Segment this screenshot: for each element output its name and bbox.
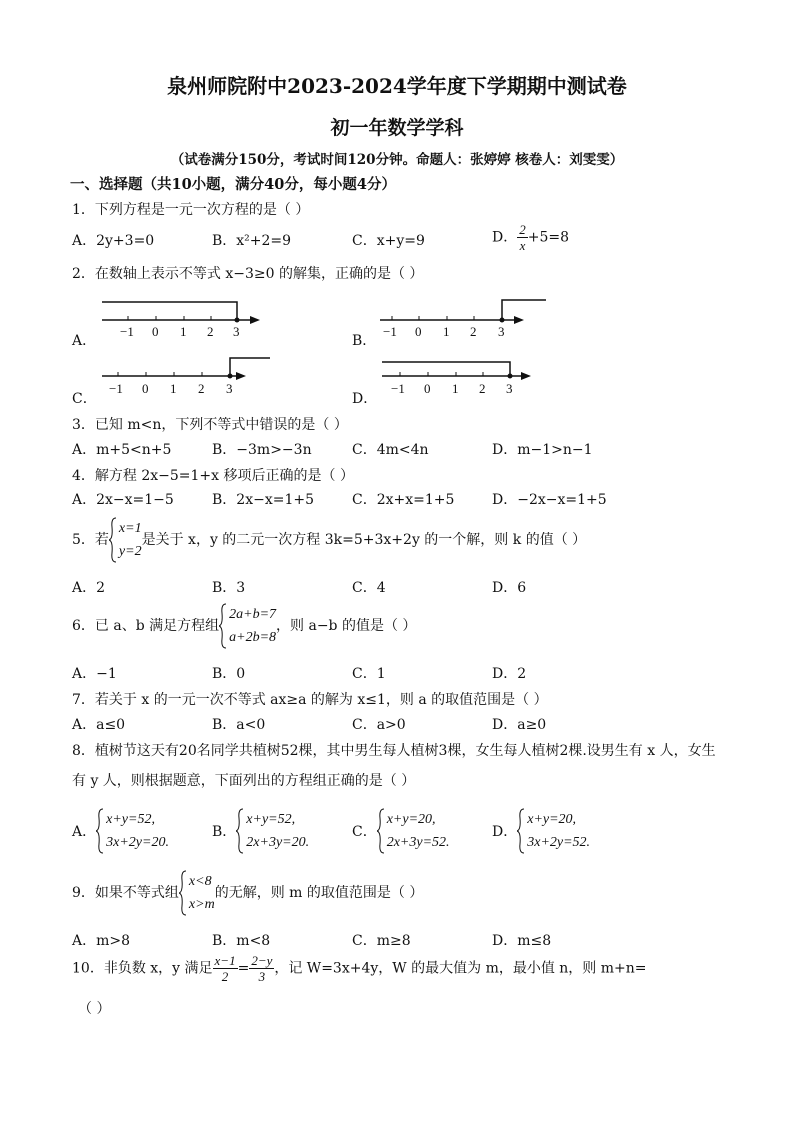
q7-option-b: B．a<0 bbox=[212, 717, 266, 733]
q2-option-b: B． bbox=[352, 333, 377, 349]
solution-bracket bbox=[502, 300, 546, 320]
q6-stem: 6．已 a、b 满足方程组 2a+b=7 a+2b=8 ，则 a−b 的值是（ ） bbox=[72, 603, 416, 649]
tick-label: 3 bbox=[226, 381, 233, 396]
q7-option-d: D．a≥0 bbox=[492, 717, 547, 733]
tick-label: −1 bbox=[391, 381, 405, 396]
q8-option-a: A． x+y=52, 3x+2y=20. bbox=[72, 808, 169, 854]
q4-option-b: B．2x−x=1+5 bbox=[212, 492, 314, 508]
equation-system: x=1 y=2 bbox=[109, 517, 142, 563]
tick-label: 2 bbox=[470, 324, 477, 339]
q8-stem-line1: 8．植树节这天有20名同学共植树52棵，其中男生每人植树3棵，女生每人植树2棵.设男生有 x 人，女生 bbox=[72, 743, 716, 759]
tick-label: −1 bbox=[120, 324, 134, 339]
axis-arrow bbox=[521, 372, 531, 380]
q6-option-b: B．0 bbox=[212, 666, 246, 682]
q5-stem: 5．若 x=1 y=2 是关于 x，y 的二元一次方程 3k=5+3x+2y 的一个解，则 k 的值（ ） bbox=[72, 517, 586, 563]
axis-arrow bbox=[514, 316, 524, 324]
tick-label: −1 bbox=[109, 381, 123, 396]
tick-label: 2 bbox=[198, 381, 205, 396]
tick-label: −1 bbox=[383, 324, 397, 339]
q5-option-a: A．2 bbox=[72, 580, 106, 596]
number-line-d bbox=[380, 352, 550, 402]
tick-label: 3 bbox=[498, 324, 505, 339]
q3-stem: 3．已知 m<n，下列不等式中错误的是（ ） bbox=[72, 417, 348, 433]
solution-bracket bbox=[382, 362, 510, 376]
q8-option-d: D． x+y=20, 3x+2y=52. bbox=[492, 808, 590, 854]
q5-option-c: C．4 bbox=[352, 580, 386, 596]
axis-arrow bbox=[236, 372, 246, 380]
tick-label: 3 bbox=[233, 324, 240, 339]
exam-subtitle: 初一年数学学科 bbox=[330, 117, 464, 139]
q4-stem: 4．解方程 2x−5=1+x 移项后正确的是（ ） bbox=[72, 468, 354, 484]
tick-label: 0 bbox=[415, 324, 422, 339]
tick-label: 0 bbox=[152, 324, 159, 339]
tick-label: 0 bbox=[142, 381, 149, 396]
q3-option-b: B．−3m>−3n bbox=[212, 442, 312, 458]
exam-note: （试卷满分150分，考试时间120分钟。命题人：张婷婷 核卷人：刘雯雯） bbox=[170, 152, 624, 168]
q9-option-b: B．m<8 bbox=[212, 933, 271, 949]
q1-option-b: B．x²+2=9 bbox=[212, 233, 292, 249]
q2-option-c: C． bbox=[72, 391, 97, 407]
q4-option-c: C．2x+x=1+5 bbox=[352, 492, 455, 508]
q9-option-a: A．m>8 bbox=[72, 933, 131, 949]
q1-option-a: A．2y+3=0 bbox=[72, 233, 155, 249]
q6-option-d: D．2 bbox=[492, 666, 527, 682]
q10-answer-blank: （ ） bbox=[78, 1001, 111, 1017]
number-line-b bbox=[378, 292, 548, 342]
q8-stem-line2: 有 y 人，则根据题意，下面列出的方程组正确的是（ ） bbox=[72, 773, 416, 789]
axis-arrow bbox=[250, 316, 260, 324]
q6-option-c: C．1 bbox=[352, 666, 386, 682]
section-heading: 一、选择题（共10小题，满分40分，每小题4分） bbox=[70, 176, 396, 193]
q9-option-c: C．m≥8 bbox=[352, 933, 411, 949]
q1-option-c: C．x+y=9 bbox=[352, 233, 425, 249]
q4-option-a: A．2x−x=1−5 bbox=[72, 492, 174, 508]
number-line-c bbox=[100, 352, 270, 402]
q2-option-d: D． bbox=[352, 391, 378, 407]
q5-option-b: B．3 bbox=[212, 580, 246, 596]
q4-option-d: D．−2x−x=1+5 bbox=[492, 492, 607, 508]
q2-option-a: A． bbox=[72, 333, 97, 349]
q8-option-b: B． x+y=52, 2x+3y=20. bbox=[212, 808, 309, 854]
q9-option-d: D．m≤8 bbox=[492, 933, 552, 949]
tick-label: 1 bbox=[443, 324, 450, 339]
q8-option-c: C． x+y=20, 2x+3y=52. bbox=[352, 808, 450, 854]
q1-option-d: D． $\frac{2}{x}$ +5=8 bbox=[492, 222, 570, 253]
q6-option-a: A．−1 bbox=[72, 666, 117, 682]
inequality-system: x<8 x>m bbox=[179, 870, 215, 916]
tick-label: 1 bbox=[452, 381, 459, 396]
q3-option-a: A．m+5<n+5 bbox=[72, 442, 172, 458]
q10-stem: 10．非负数 x，y 满足 $\frac{x-1}{2}$ = $\frac{2-y}{3}$ ，记 W=3x+4y，W 的最大值为 m，最小值 n，则 m+n= bbox=[72, 953, 647, 984]
equation-system: 2a+b=7 a+2b=8 bbox=[219, 603, 276, 649]
q3-option-c: C．4m<4n bbox=[352, 442, 429, 458]
q7-option-c: C．a>0 bbox=[352, 717, 406, 733]
number-line-a bbox=[100, 292, 270, 342]
q7-stem: 7．若关于 x 的一元一次不等式 ax≥a 的解为 x≤1，则 a 的取值范围是（ ） bbox=[72, 692, 548, 708]
q5-option-d: D．6 bbox=[492, 580, 527, 596]
tick-label: 0 bbox=[424, 381, 431, 396]
tick-label: 1 bbox=[180, 324, 187, 339]
q7-option-a: A．a≤0 bbox=[72, 717, 126, 733]
tick-label: 2 bbox=[479, 381, 486, 396]
q2-stem: 2．在数轴上表示不等式 x−3≥0 的解集，正确的是（ ） bbox=[72, 266, 424, 282]
q1-stem: 1．下列方程是一元一次方程的是（ ） bbox=[72, 202, 310, 218]
q9-stem: 9．如果不等式组 x<8 x>m 的无解，则 m 的取值范围是（ ） bbox=[72, 870, 423, 916]
q3-option-d: D．m−1>n−1 bbox=[492, 442, 593, 458]
tick-label: 2 bbox=[207, 324, 214, 339]
solution-bracket bbox=[102, 302, 237, 320]
tick-label: 1 bbox=[170, 381, 177, 396]
tick-label: 3 bbox=[506, 381, 513, 396]
exam-title: 泉州师院附中2023-2024学年度下学期期中测试卷 bbox=[167, 74, 627, 98]
